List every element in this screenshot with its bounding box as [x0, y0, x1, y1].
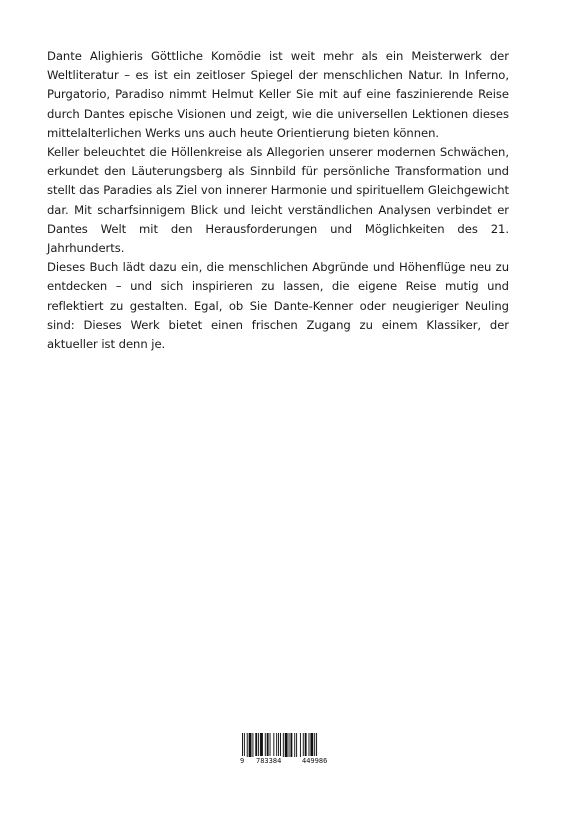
- barcode-bar: [270, 733, 271, 757]
- blurb-paragraph-1: Dante Alighieris Göttliche Komödie ist weit mehr als ein Meisterwerk der Weltliteratur – es ist ein zeitloser Spiegel der menschlichen Natur. In Inferno, Purgatorio, Paradiso nimmt Helmut Keller Sie mit auf eine faszinierende Reise durch Dantes epische Visionen und zeigt, wie die universellen Lektionen dieses mittelalterlichen Werks uns auch heute Orientierung bieten können.: [47, 49, 509, 140]
- isbn-barcode-digits: [239, 756, 341, 768]
- barcode-bar: [285, 733, 288, 757]
- barcode-bar: [309, 733, 310, 757]
- barcode-bar: [290, 733, 292, 757]
- barcode-bar: [310, 733, 313, 757]
- barcode-bar: [289, 733, 290, 757]
- barcode-bar: [260, 733, 263, 757]
- barcode-bar: [252, 733, 253, 757]
- barcode-digits-left: 783384: [256, 757, 282, 765]
- barcode-bar: [255, 733, 257, 757]
- barcode-bar: [316, 733, 317, 757]
- barcode-bar: [265, 733, 266, 757]
- barcode-bar: [249, 733, 252, 757]
- blurb-text: [47, 47, 509, 354]
- barcode-digits-right: 449986: [302, 757, 328, 765]
- barcode-bar: [296, 733, 297, 757]
- barcode-bar: [247, 733, 248, 757]
- blurb-paragraph-2: Keller beleuchtet die Höllenkreise als Allegorien unserer modernen Schwächen, erkundet den Läuterungsberg als Sinnbild für persönliche Transformation und stellt das Paradies als Ziel von innerer Harmonie und spirituellem Gleichgewicht dar. Mit scharfsinnigem Blick und leicht verständlichen Analysen verbindet er Dantes Welt mit den Herausforderungen und Möglichkeiten des 21. Jahrhunderts.: [47, 145, 509, 256]
- barcode-bar: [294, 733, 295, 757]
- barcode-bar: [283, 733, 284, 757]
- barcode-bar: [314, 733, 315, 757]
- blurb-paragraph-3: Dieses Buch lädt dazu ein, die menschlichen Abgründe und Höhenflüge neu zu entdecken – und sich inspirieren zu lassen, die eigene Reise mutig und reflektiert zu gestalten. Egal, ob Sie Dante-Kenner oder neugieriger Neuling sind: Dieses Werk bietet einen frischen Zugang zu einem Klassiker, der aktueller ist denn je.: [47, 260, 509, 352]
- barcode-bar: [267, 733, 269, 757]
- barcode-digit-first: 9: [240, 757, 245, 765]
- barcode-bar: [303, 733, 304, 757]
- barcode-bar: [300, 733, 301, 757]
- barcode-bar: [273, 733, 274, 757]
- barcode-bar: [258, 733, 259, 757]
- barcode-bar: [305, 733, 307, 757]
